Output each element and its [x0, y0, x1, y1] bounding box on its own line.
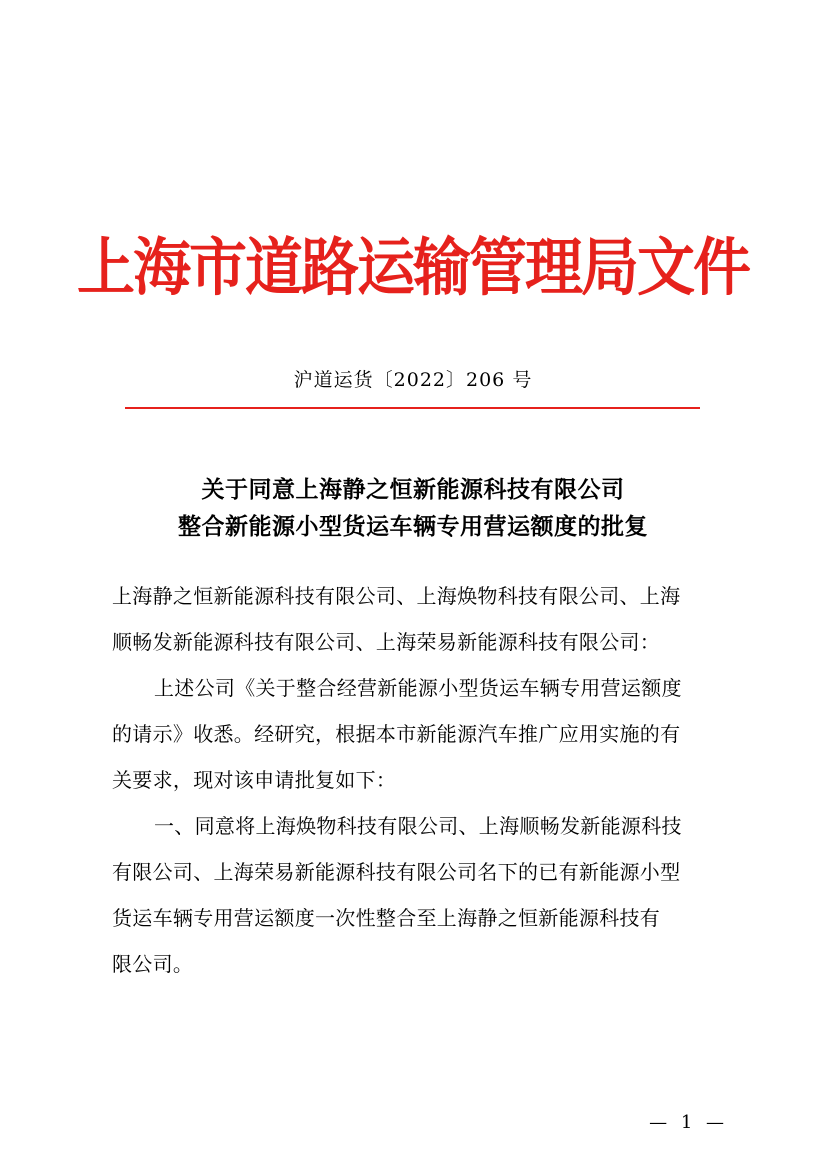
body-line-2: 顺畅发新能源科技有限公司、上海荣易新能源科技有限公司： — [112, 630, 661, 654]
body-line-1: 上海静之恒新能源科技有限公司、上海焕物科技有限公司、上海 — [112, 584, 681, 608]
body-line-8: 货运车辆专用营运额度一次性整合至上海静之恒新能源科技有 — [112, 906, 661, 930]
body-line-9: 限公司。 — [112, 952, 194, 976]
document-title-line-2: 整合新能源小型货运车辆专用营运额度的批复 — [178, 513, 648, 540]
issuing-authority-header: 上海市道路运输管理局文件 — [76, 230, 749, 305]
body-line-6: 一、同意将上海焕物科技有限公司、上海顺畅发新能源科技 — [154, 814, 682, 838]
red-separator-line — [125, 407, 700, 409]
body-line-3: 上述公司《关于整合经营新能源小型货运车辆专用营运额度 — [154, 676, 682, 700]
page-number: — 1 — — [649, 1112, 728, 1133]
document-title-line-1: 关于同意上海静之恒新能源科技有限公司 — [201, 476, 625, 503]
body-line-4: 的请示》收悉。经研究，根据本市新能源汽车推广应用实施的有 — [112, 722, 681, 746]
document-number: 沪道运货〔2022〕206 号 — [293, 369, 533, 391]
body-line-5: 关要求，现对该申请批复如下： — [112, 768, 397, 792]
body-line-7: 有限公司、上海荣易新能源科技有限公司名下的已有新能源小型 — [112, 860, 681, 884]
